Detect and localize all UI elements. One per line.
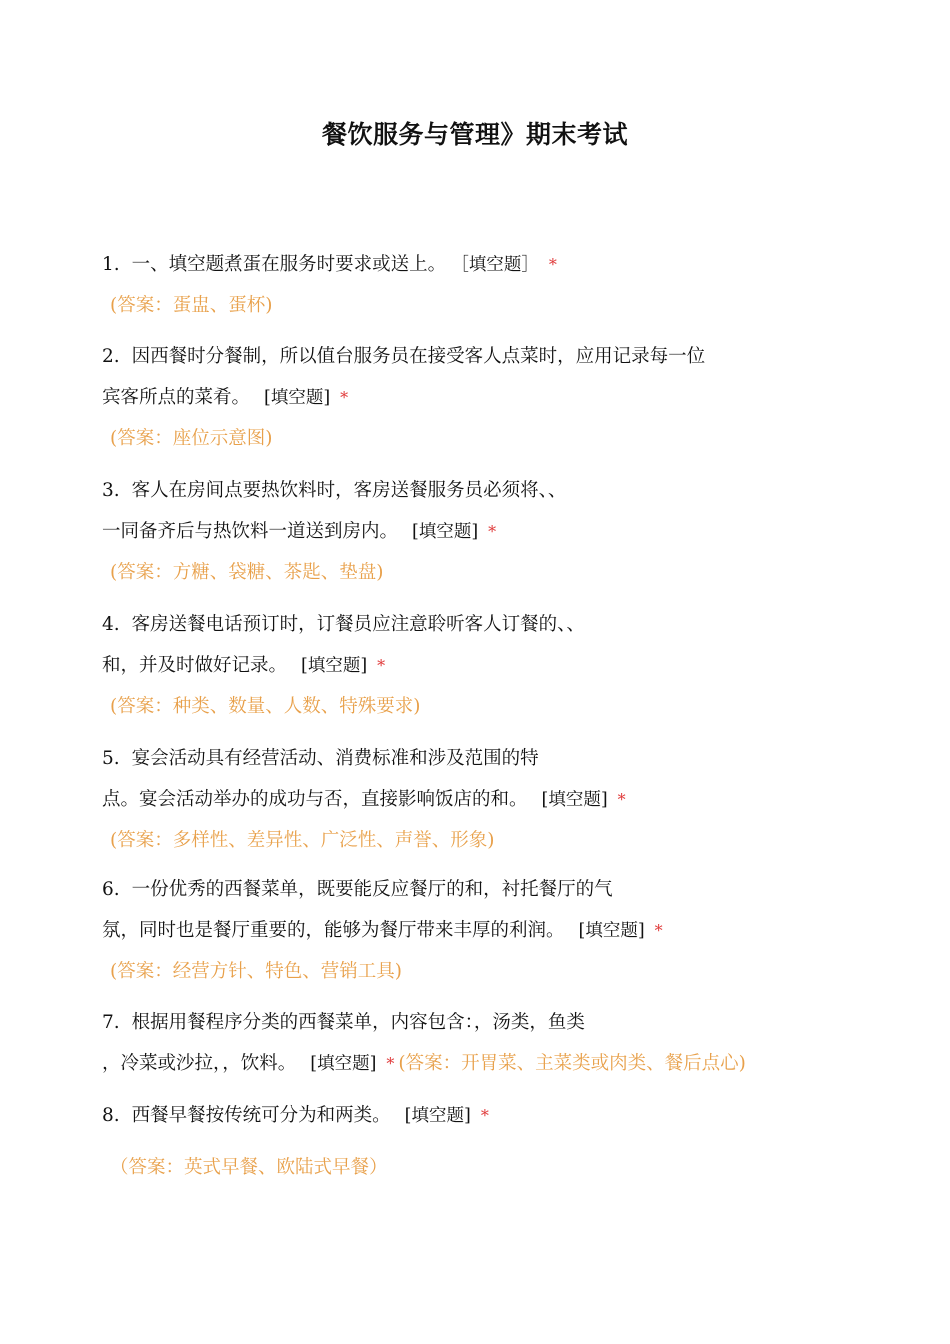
question-text: 宴会活动具有经营活动、消费标准和涉及范围的特 bbox=[131, 748, 539, 769]
question-number: 1. bbox=[102, 254, 120, 275]
question-text: 点。宴会活动举办的成功与否，直接影响饭店的和。 bbox=[102, 789, 528, 810]
required-mark: * bbox=[548, 255, 557, 274]
question-number: 3. bbox=[102, 480, 120, 501]
question-2-line-2 bbox=[102, 385, 348, 411]
question-number: 6. bbox=[102, 879, 120, 900]
question-text: 因西餐时分餐制，所以值台服务员在接受客人点菜时，应用记录每一位 bbox=[131, 346, 706, 367]
question-text: 氛，同时也是餐厅重要的，能够为餐厅带来丰厚的利润。 bbox=[102, 920, 565, 941]
question-type-tag: [填空题] bbox=[404, 1106, 471, 1126]
question-6 bbox=[102, 877, 613, 903]
question-5-line-2 bbox=[102, 787, 626, 813]
answer-6: (答案：经营方针、特色、营销工具) bbox=[110, 961, 402, 982]
question-4-line-2 bbox=[102, 653, 385, 679]
question-type-tag: [填空题] bbox=[578, 921, 645, 941]
answer-2: (答案：座位示意图) bbox=[110, 428, 273, 449]
question-4 bbox=[102, 612, 585, 638]
answer-8: （答案：英式早餐、欧陆式早餐） bbox=[110, 1157, 388, 1178]
answer-1: (答案：蛋盅、蛋杯) bbox=[110, 295, 273, 316]
question-text: 一份优秀的西餐菜单，既要能反应餐厅的和，衬托餐厅的气 bbox=[131, 879, 613, 900]
page-title: 餐饮服务与管理》期末考试 bbox=[321, 120, 628, 149]
question-text: 一、填空题煮蛋在服务时要求或送上。 bbox=[131, 254, 447, 275]
required-mark: * bbox=[654, 921, 663, 940]
question-text: 一同备齐后与热饮料一道送到房内。 bbox=[102, 521, 399, 542]
question-3-line-2 bbox=[102, 519, 496, 545]
question-number: 5. bbox=[102, 748, 120, 769]
required-mark: * bbox=[377, 656, 386, 675]
question-text: 和，并及时做好记录。 bbox=[102, 655, 288, 676]
question-type-tag: [填空题] bbox=[301, 656, 368, 676]
question-8 bbox=[102, 1103, 489, 1129]
required-mark: * bbox=[386, 1054, 395, 1073]
question-type-tag: [填空题] bbox=[412, 522, 479, 542]
question-text: ，冷菜或沙拉，，饮料。 bbox=[102, 1053, 297, 1074]
question-text: 客房送餐电话预订时，订餐员应注意聆听客人订餐的、、 bbox=[131, 614, 585, 635]
question-type-tag: [填空题] bbox=[541, 790, 608, 810]
question-number: 4. bbox=[102, 614, 120, 635]
required-mark: * bbox=[488, 522, 497, 541]
question-6-line-2 bbox=[102, 918, 663, 944]
question-text: 西餐早餐按传统可分为和两类。 bbox=[131, 1105, 391, 1126]
question-5 bbox=[102, 746, 539, 772]
question-text: 根据用餐程序分类的西餐菜单，内容包含：，汤类，鱼类 bbox=[131, 1012, 585, 1033]
question-7-line-2 bbox=[102, 1051, 746, 1077]
answer-5: (答案：多样性、差异性、广泛性、声誉、形象) bbox=[110, 830, 495, 851]
question-text: 客人在房间点要热饮料时，客房送餐服务员必须将、、 bbox=[131, 480, 567, 501]
question-text: 宾客所点的菜肴。 bbox=[102, 387, 251, 408]
question-type-tag: ［填空题］ bbox=[460, 255, 539, 275]
question-number: 2. bbox=[102, 346, 120, 367]
question-number: 8. bbox=[102, 1105, 120, 1126]
required-mark: * bbox=[617, 790, 626, 809]
answer-4: (答案：种类、数量、人数、特殊要求) bbox=[110, 696, 421, 717]
answer-7: (答案：开胃菜、主菜类或肉类、餐后点心) bbox=[398, 1053, 746, 1074]
question-7 bbox=[102, 1010, 585, 1036]
question-3 bbox=[102, 478, 566, 504]
question-type-tag: [填空题] bbox=[310, 1054, 377, 1074]
answer-3: (答案：方糖、袋糖、茶匙、垫盘) bbox=[110, 562, 384, 583]
question-1 bbox=[102, 252, 557, 278]
required-mark: * bbox=[480, 1106, 489, 1125]
question-2 bbox=[102, 344, 705, 370]
question-number: 7. bbox=[102, 1012, 120, 1033]
question-type-tag: [填空题] bbox=[264, 388, 331, 408]
required-mark: * bbox=[340, 388, 349, 407]
